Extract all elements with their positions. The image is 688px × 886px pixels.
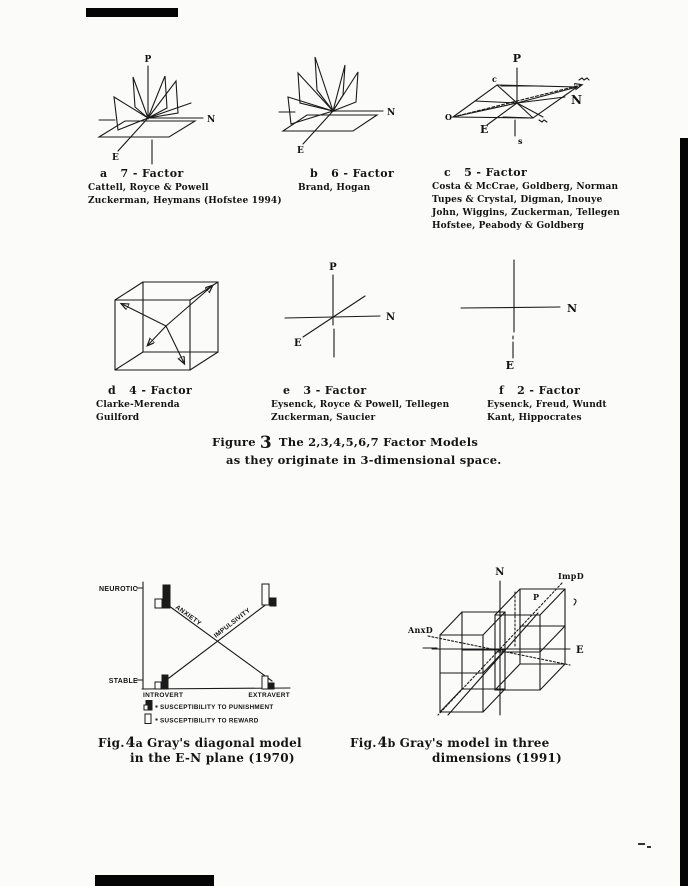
axis-label-p: P (144, 55, 152, 65)
x-axis-label-introvert: INTROVERT (143, 692, 184, 699)
diagram-2-factor (440, 255, 640, 385)
model-authors: Eysenck, Royce & Powell, Tellegen Zuckerman, Saucier (271, 400, 450, 423)
model-label-2-factor (487, 384, 607, 425)
scan-artifact-bottom-bar (95, 875, 214, 886)
model-title: c 5 - Factor (444, 166, 528, 179)
fig4a-caption-line1: Fig.4a Gray's diagonal model (98, 735, 302, 751)
bar-punishment-extravert-stable (269, 683, 274, 689)
scribble-mark (579, 78, 589, 80)
model-authors: Costa & McCrae, Goldberg, Norman Tupes & Crystal, Digman, Inouye John, Wiggins, Zuckerman, Tellegen Hofstee, Peabody & Goldberg (432, 182, 620, 231)
diagram-7-factor (85, 40, 270, 170)
bar-reward-introvert-stable (155, 682, 161, 689)
scribble-mark (574, 599, 576, 605)
figure3-caption (212, 433, 502, 467)
scan-speck (647, 846, 651, 848)
axis-label-e: E (480, 123, 489, 136)
figure3-caption-line2: as they originate in 3-dimensional space. (226, 453, 502, 467)
corner-label-o: O (445, 112, 453, 122)
scan-artifact-top-bar (86, 8, 178, 17)
bar-punishment-extravert-neurotic (270, 598, 276, 606)
legend-item-reward (145, 714, 259, 725)
model-authors: Clarke-Merenda Guilford (96, 400, 180, 423)
scan-artifact-right-bar (680, 138, 688, 886)
model-authors: Cattell, Royce & Powell Zuckerman, Heymans (Hofstee 1994) (88, 183, 282, 206)
axis-label-n: N (387, 108, 396, 118)
axis-label-n: N (386, 312, 396, 323)
axis-label-e: E (294, 338, 302, 349)
model-authors: Brand, Hogan (298, 183, 371, 193)
model-title: d 4 - Factor (108, 384, 193, 397)
model-label-5-factor (432, 166, 620, 233)
axis-label-impd: ImpD (558, 571, 584, 581)
anxd-axis-line (428, 636, 570, 665)
axis-label-e: E (112, 153, 120, 163)
bar-reward-extravert-neurotic (262, 584, 269, 605)
model-label-4-factor (96, 384, 192, 425)
fig4a-caption-line2: in the E-N plane (1970) (130, 751, 295, 765)
diagram-6-factor (255, 40, 435, 170)
axis-label-n: N (571, 93, 583, 107)
axis-label-p: P (512, 52, 522, 65)
axis-label-p: P (329, 262, 337, 273)
scribble-mark (539, 120, 547, 122)
axis-label-e: E (297, 146, 305, 156)
axis-label-anxd: AnxD (408, 625, 433, 635)
diagonal-label-impulsivity: IMPULSIVITY (212, 606, 252, 640)
fig4a-caption (98, 735, 302, 765)
axis-label-e: E (505, 359, 515, 372)
model-label-7-factor (88, 167, 282, 208)
bar-punishment-introvert-neurotic (163, 585, 170, 608)
bar-reward-introvert-neurotic (155, 599, 162, 608)
axis-label-e: E (576, 645, 584, 656)
model-title: f 2 - Factor (499, 384, 581, 397)
diagonal-label-anxiety: ANXIETY (173, 603, 203, 628)
model-title: e 3 - Factor (283, 384, 367, 397)
legend-item-punishment (144, 701, 273, 712)
legend-label-punishment: SUSCEPTIBILITY TO PUNISHMENT (160, 704, 274, 711)
diagram-4-factor (95, 255, 255, 385)
fig4b-caption (350, 735, 562, 765)
diagram-5-factor (425, 40, 635, 170)
fig4b-diagram (390, 555, 625, 727)
model-title: a 7 - Factor (100, 167, 184, 180)
axis-label-n: N (567, 302, 578, 315)
axis-label-n: N (495, 567, 505, 578)
axis-label-n: N (207, 115, 216, 125)
bar-punishment-introvert-stable (162, 675, 168, 689)
legend-label-reward: SUSCEPTIBILITY TO REWARD (160, 717, 259, 725)
legend-dot (156, 706, 158, 708)
bottom-label-s: s (518, 136, 523, 146)
model-authors: Eysenck, Freud, Wundt Kant, Hippocrates (487, 400, 607, 423)
corner-label-c: c (492, 74, 498, 84)
fig4b-caption-line2: dimensions (1991) (432, 751, 562, 765)
model-title: b 6 - Factor (310, 167, 395, 180)
legend-dot (156, 719, 158, 721)
inner-label-p: P (533, 592, 540, 602)
y-axis-label-stable: STABLE (108, 678, 138, 685)
bar-reward-extravert-stable (262, 676, 268, 689)
scan-speck (638, 843, 645, 845)
legend-symbol-open-bar (145, 714, 151, 724)
figure3-caption-line1: Figure 3 The 2,3,4,5,6,7 Factor Models (212, 433, 479, 453)
fig4a-chart (85, 570, 310, 730)
y-axis-label-neurotic: NEUROTIC (99, 586, 138, 593)
fig4b-caption-line1: Fig.4b Gray's model in three (350, 735, 550, 751)
x-axis-label-extravert: EXTRAVERT (248, 692, 290, 699)
model-label-6-factor (298, 167, 394, 195)
diagram-3-factor (270, 255, 450, 385)
model-label-3-factor (271, 384, 449, 425)
